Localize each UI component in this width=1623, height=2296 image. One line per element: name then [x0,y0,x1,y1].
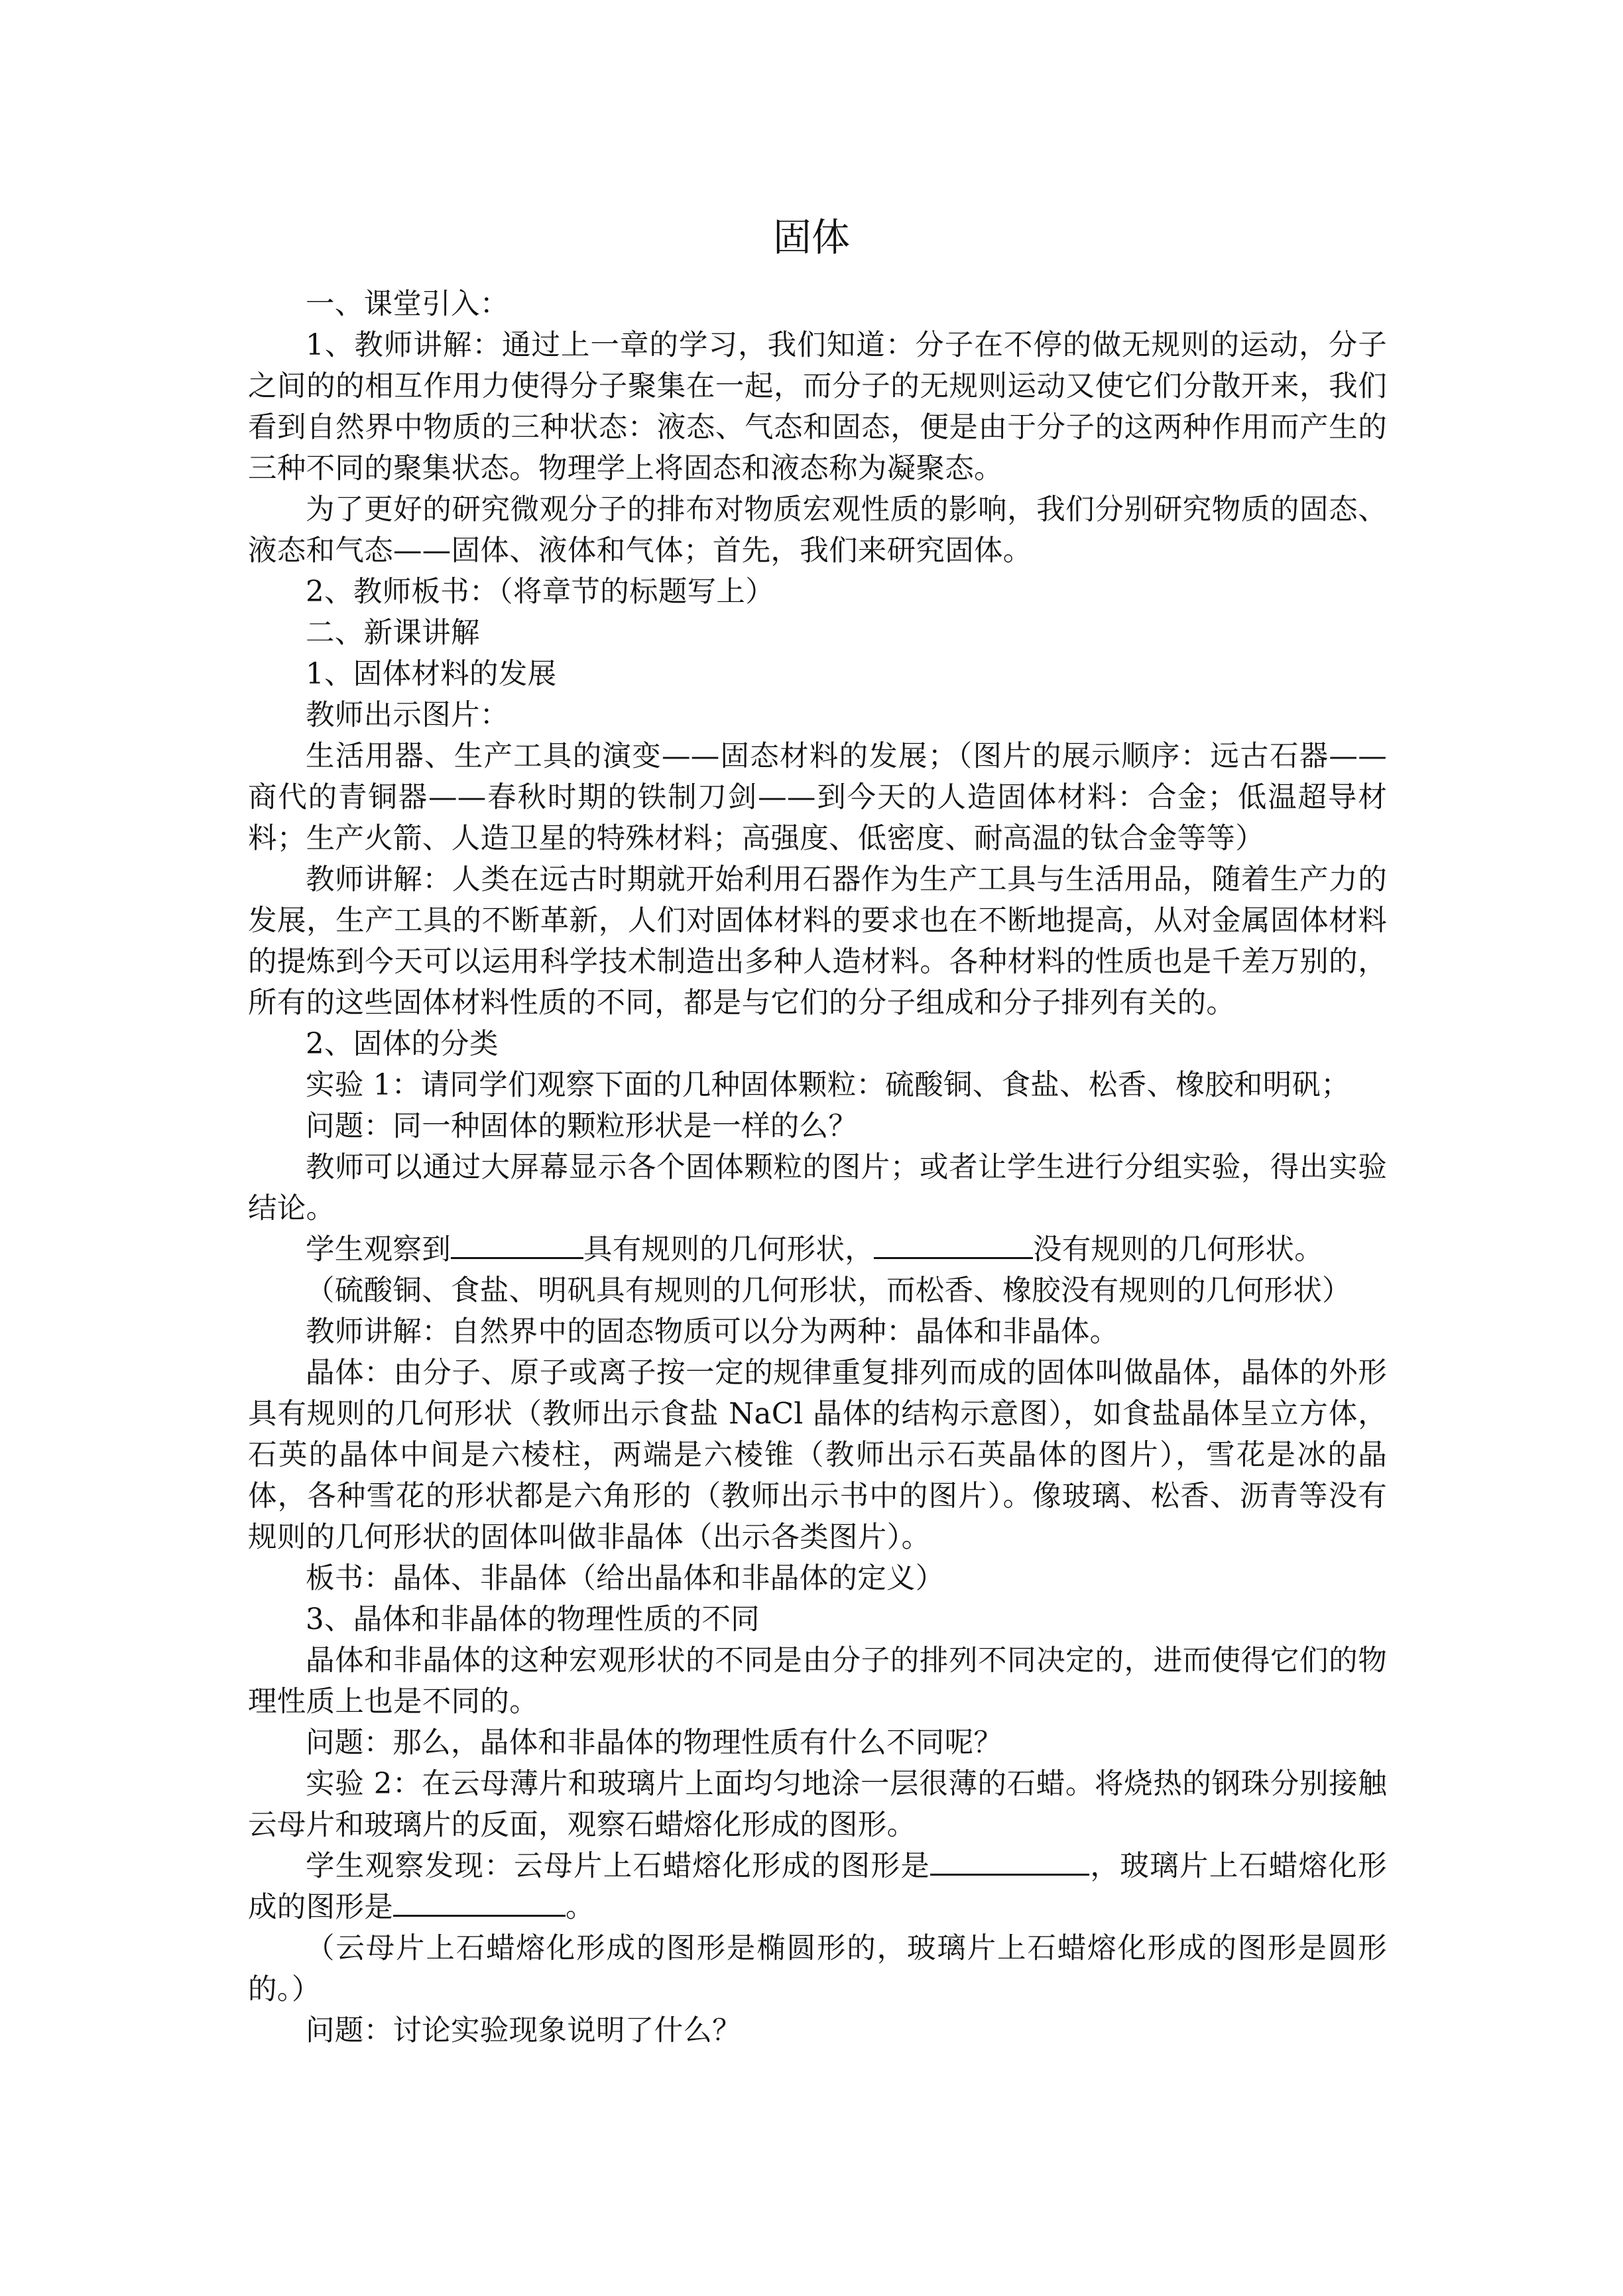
sentence-part: 学生观察发现：云母片上石蜡熔化形成的图形是 [306,1850,931,1883]
experiment: 实验 1：请同学们观察下面的几种固体颗粒：硫酸铜、食盐、松香、橡胶和明矾； [306,1069,1351,1102]
sentence-part: 具有规则的几何形状， [583,1233,874,1266]
answer-blank[interactable] [874,1229,1033,1259]
question: 问题：讨论实验现象说明了什么？ [306,2014,741,2047]
subheading: 1、固体材料的发展 [306,658,557,691]
sentence-part: 学生观察到 [306,1233,451,1266]
paragraph: 生活用器、生产工具的演变——固态材料的发展；（图片的展示顺序：远古石器——商代的青铜器——春秋时期的铁制刀剑——到今天的人造固体材料：合金；低温超导材料；生产火箭、人造卫星的特殊材料；高强度、低密度、耐高温的钛合金等等） [248,740,1387,855]
page-title: 固体 [772,215,850,260]
answer-blank[interactable] [930,1846,1089,1876]
subheading: 2、固体的分类 [306,1028,499,1061]
answer-note: （云母片上石蜡熔化形成的图形是椭圆形的，玻璃片上石蜡熔化形成的图形是圆形的。） [248,1932,1387,2006]
paragraph: 板书：晶体、非晶体（给出晶体和非晶体的定义） [306,1562,945,1595]
fill-in-sentence [248,1229,1387,1270]
sentence-part: 没有规则的几何形状。 [1033,1233,1323,1266]
paragraph: 教师可以通过大屏幕显示各个固体颗粒的图片；或者让学生进行分组实验，得出实验结论。 [248,1151,1387,1225]
paragraph: 教师出示图片： [306,699,509,732]
question: 问题：同一种固体的颗粒形状是一样的么？ [306,1110,858,1143]
sentence-part: 。 [566,1891,595,1924]
paragraph: 为了更好的研究微观分子的排布对物质宏观性质的影响，我们分别研究物质的固态、液态和气态——固体、液体和气体；首先，我们来研究固体。 [248,493,1387,568]
paragraph: 1、教师讲解：通过上一章的学习，我们知道：分子在不停的做无规则的运动，分子之间的的相互作用力使得分子聚集在一起，而分子的无规则运动又使它们分散开来，我们看到自然界中物质的三种状态：液态、气态和固态，便是由于分子的这两种作用而产生的三种不同的聚集状态。物理学上将固态和液态称为凝聚态。 [248,329,1387,485]
paragraph: 2、教师板书：（将章节的标题写上） [306,575,775,609]
section-heading-intro: 一、课堂引入： [306,288,509,321]
answer-blank[interactable] [393,1887,566,1917]
paragraph: 教师讲解：自然界中的固态物质可以分为两种：晶体和非晶体。 [306,1315,1119,1349]
paragraph: 晶体：由分子、原子或离子按一定的规律重复排列而成的固体叫做晶体，晶体的外形具有规则的几何形状（教师出示食盐 NaCl 晶体的结构示意图），如食盐晶体呈立方体，石英的晶体中间是六棱柱，两端是六棱锥（教师出示石英晶体的图片），雪花是冰的晶体，各种雪花的形状都是六角形的（教师出示书中的图片）。像玻璃、松香、沥青等没有规则的几何形状的固体叫做非晶体（出示各类图片）。 [248,1357,1387,1554]
experiment: 实验 2：在云母薄片和玻璃片上面均匀地涂一层很薄的石蜡。将烧热的钢珠分别接触云母片和玻璃片的反面，观察石蜡熔化形成的图形。 [248,1768,1387,1842]
paragraph: 教师讲解：人类在远古时期就开始利用石器作为生产工具与生活用品，随着生产力的发展，生产工具的不断革新，人们对固体材料的要求也在不断地提高，从对金属固体材料的提炼到今天可以运用科学技术制造出多种人造材料。各种材料的性质也是千差万别的，所有的这些固体材料性质的不同，都是与它们的分子组成和分子排列有关的。 [248,863,1387,1020]
question: 问题：那么，晶体和非晶体的物理性质有什么不同呢？ [306,1726,1003,1760]
section-heading-new-lesson: 二、新课讲解 [306,617,480,650]
answer-note: （硫酸铜、食盐、明矾具有规则的几何形状，而松香、橡胶没有规则的几何形状） [306,1274,1351,1307]
paragraph: 晶体和非晶体的这种宏观形状的不同是由分子的排列不同决定的，进而使得它们的物理性质上也是不同的。 [248,1644,1387,1719]
sentence-part: ，玻璃片上石蜡熔化形成的图形是 [248,1850,1387,1924]
fill-in-sentence [248,1846,1387,1928]
subheading: 3、晶体和非晶体的物理性质的不同 [306,1603,760,1636]
document-body [248,284,1387,2051]
answer-blank[interactable] [451,1229,583,1259]
